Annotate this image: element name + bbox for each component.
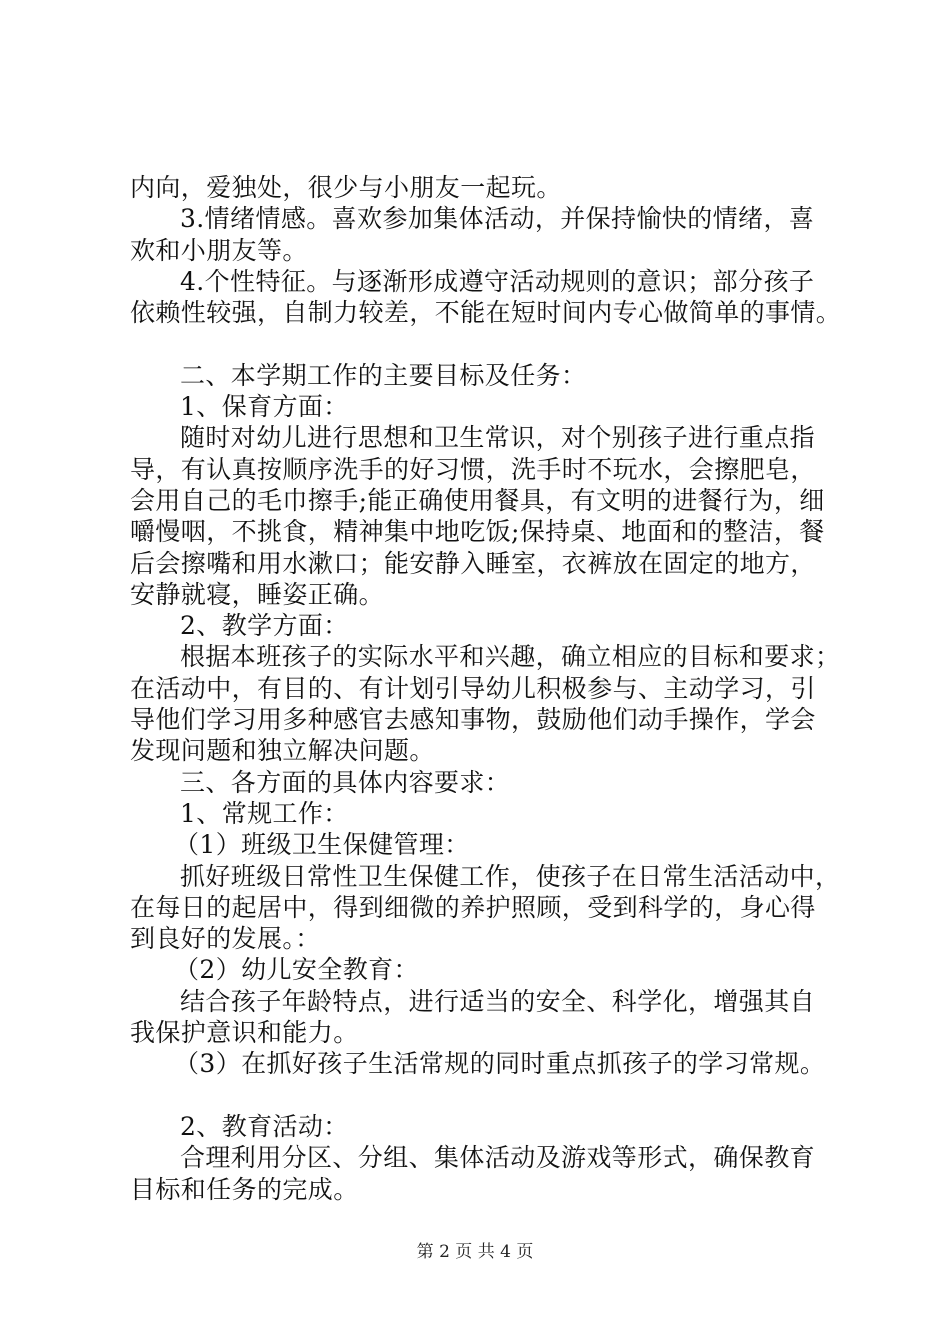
paragraph-line: 内向，爱独处，很少与小朋友一起玩。 [130, 173, 562, 202]
paragraph-line: 在活动中，有目的、有计划引导幼儿积极参与、主动学习，引 [130, 673, 816, 703]
paragraph-line: 依赖性较强，自制力较差，不能在短时间内专心做简单的事情。 [130, 298, 842, 328]
paragraph-line: 后会擦嘴和用水漱口；能安静入睡室，衣裤放在固定的地方， [130, 548, 816, 578]
paragraph-line: 安静就寝，睡姿正确。 [130, 579, 385, 609]
paragraph-gap [130, 1080, 840, 1111]
section-heading: 三、各方面的具体内容要求： [180, 767, 511, 797]
paragraph-line: 4.个性特征。与逐渐形成遵守活动规则的意识；部分孩子 [180, 266, 815, 296]
paragraph-line: 发现问题和独立解决问题。 [130, 736, 435, 766]
paragraph-line: 抓好班级日常性卫生保健工作，使孩子在日常生活活动中， [180, 861, 841, 891]
paragraph-line: 在每日的起居中，得到细微的养护照顾，受到科学的，身心得 [130, 892, 816, 922]
item-heading: （1）班级卫生保健管理： [174, 830, 470, 860]
paragraph-line: 根据本班孩子的实际水平和兴趣，确立相应的目标和要求； [180, 642, 841, 672]
subsection-heading: 2、教育活动： [180, 1111, 349, 1141]
paragraph-line: 欢和小朋友等。 [130, 235, 308, 265]
paragraph-line: 到良好的发展。： [130, 924, 321, 954]
subsection-heading: 2、教学方面： [180, 611, 349, 641]
paragraph-line: 导他们学习用多种感官去感知事物，鼓励他们动手操作，学会 [130, 705, 816, 735]
paragraph-line: 会用自己的毛巾擦手;能正确使用餐具，有文明的进餐行为，细 [130, 485, 825, 515]
paragraph-gap [130, 328, 840, 359]
paragraph-line: 结合孩子年龄特点，进行适当的安全、科学化，增强其自 [180, 986, 816, 1016]
paragraph-line: 我保护意识和能力。 [130, 1018, 359, 1048]
item-heading: （3）在抓好孩子生活常规的同时重点抓孩子的学习常规。 [174, 1049, 826, 1079]
paragraph-line: 嚼慢咽，不挑食，精神集中地吃饭;保持桌、地面和的整洁，餐 [130, 517, 825, 547]
paragraph-line: 目标和任务的完成。 [130, 1174, 359, 1204]
subsection-heading: 1、常规工作： [180, 798, 349, 828]
paragraph-line: 随时对幼儿进行思想和卫生常识，对个别孩子进行重点指 [180, 423, 816, 453]
paragraph-line: 3.情绪情感。喜欢参加集体活动，并保持愉快的情绪，喜 [180, 204, 815, 234]
subsection-heading: 1、保育方面： [180, 392, 349, 422]
section-heading: 二、本学期工作的主要目标及任务： [180, 360, 587, 390]
paragraph-line: 导，有认真按顺序洗手的好习惯，洗手时不玩水，会擦肥皂， [130, 454, 816, 484]
item-heading: （2）幼儿安全教育： [174, 955, 419, 985]
paragraph-line: 合理利用分区、分组、集体活动及游戏等形式，确保教育 [180, 1143, 816, 1173]
page-number-footer: 第 2 页 共 4 页 [416, 1242, 534, 1262]
document-body [130, 172, 840, 1205]
